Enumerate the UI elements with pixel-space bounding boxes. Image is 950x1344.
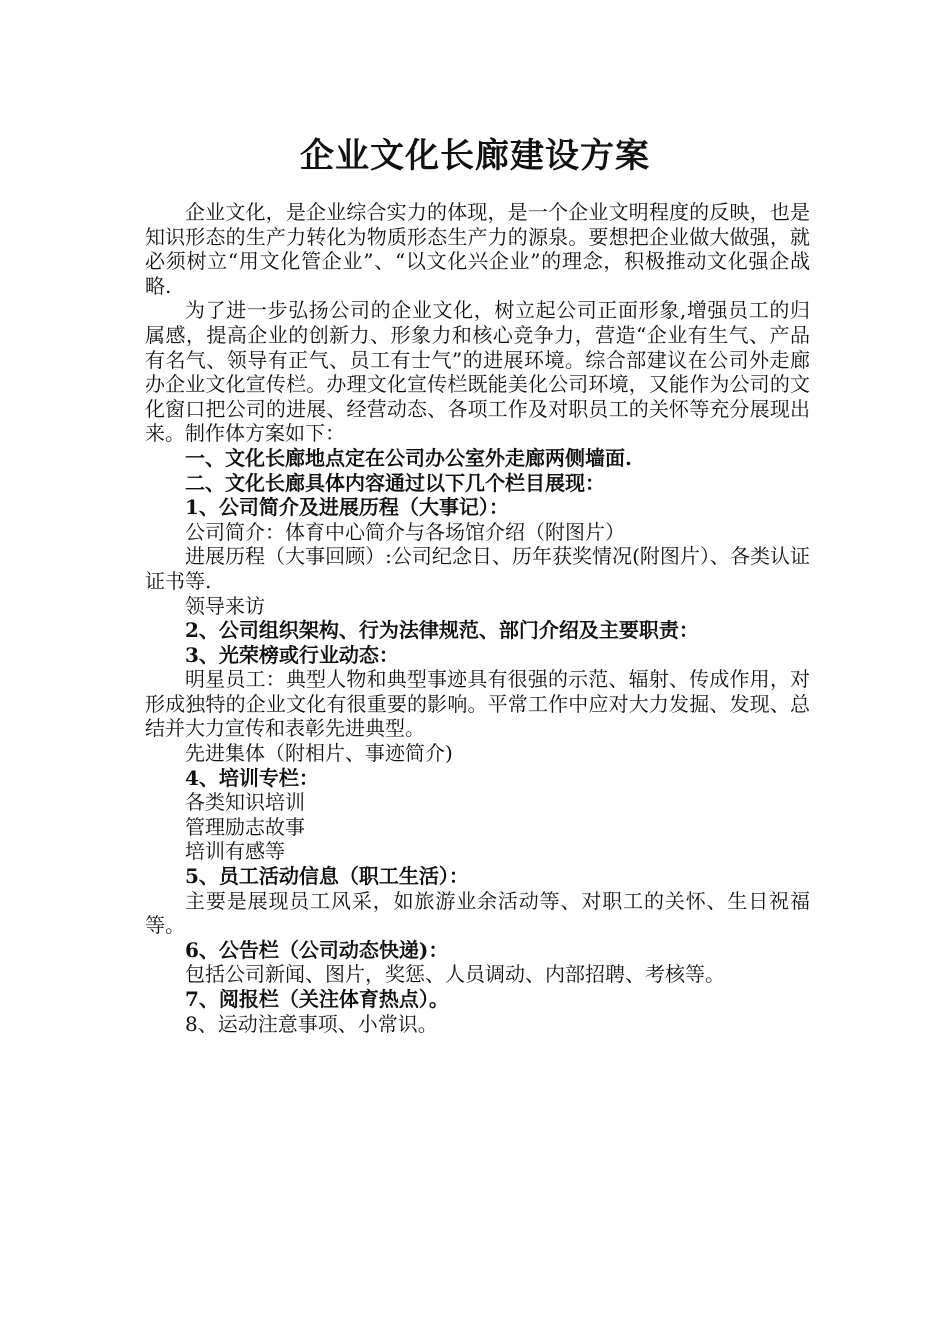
paragraph-star-staff: 明星员工：典型人物和典型事迹具有很强的示范、辐射、传成作用，对形成独特的企业文化有很重要的影响。平常工作中应对大力发掘、发现、总结并大力宣传和表彰先进典型。 [145, 667, 810, 741]
heading-section-1: 1、公司简介及进展历程（大事记）： [185, 495, 509, 520]
paragraph-leader-visits: 领导来访 [185, 593, 265, 618]
heading-section-5: 5、员工活动信息（职工生活）： [185, 864, 469, 889]
paragraph-section-8: 8、运动注意事项、小常识。 [185, 1011, 438, 1036]
paragraph-advanced-group: 先进集体（附相片、事迹简介) [185, 741, 453, 766]
paragraph-purpose: 为了进一步弘扬公司的企业文化，树立起公司正面形象,增强员工的归属感，提高企业的创新力、形象力和核心竞争力，营造“企业有生气、产品有名气、领导有正气、员工有士气”的进展环境。综合部建议在公司外走廊办企业文化宣传栏。办理文化宣传栏既能美化公司环境，又能作为公司的文化窗口把公司的进展、经营动态、各项工作及对职员工的关怀等充分展现出来。制作体方案如下： [145, 298, 810, 446]
heading-content: 二、文化长廊具体内容通过以下几个栏目展现： [185, 470, 605, 495]
document-title: 企业文化长廊建设方案 [300, 136, 650, 176]
heading-section-6: 6、公告栏（公司动态快递)： [185, 937, 449, 962]
paragraph-intro: 企业文化，是企业综合实力的体现，是一个企业文明程度的反映，也是知识形态的生产力转化为物质形态生产力的源泉。要想把企业做大做强，就必须树立“用文化管企业”、“以文化兴企业”的理念，积极推动文化强企战略. [145, 200, 810, 298]
heading-section-7: 7、阅报栏（关注体育热点）。 [185, 987, 449, 1011]
paragraph-history: 进展历程（大事回顾）:公司纪念日、历年获奖情况(附图片）、各类认证证书等. [145, 544, 810, 593]
paragraph-bulletin: 包括公司新闻、图片，奖惩、人员调动、内部招聘、考核等。 [185, 962, 725, 987]
document-body [145, 200, 810, 1036]
heading-section-3: 3、光荣榜或行业动态： [185, 642, 399, 667]
paragraph-training-1: 各类知识培训 [185, 790, 305, 815]
heading-location: 一、文化长廊地点定在公司办公室外走廊两侧墙面. [185, 445, 632, 470]
paragraph-training-3: 培训有感等 [185, 839, 285, 864]
paragraph-training-2: 管理励志故事 [185, 814, 305, 839]
paragraph-company-intro: 公司简介：体育中心简介与各场馆介绍（附图片） [185, 519, 625, 544]
heading-section-4: 4、培训专栏： [185, 765, 319, 790]
paragraph-staff-life: 主要是展现员工风采，如旅游业余活动等、对职工的关怀、生日祝福等。 [145, 888, 810, 938]
heading-section-2: 2、公司组织架构、行为法律规范、部门介绍及主要职责： [185, 618, 699, 643]
